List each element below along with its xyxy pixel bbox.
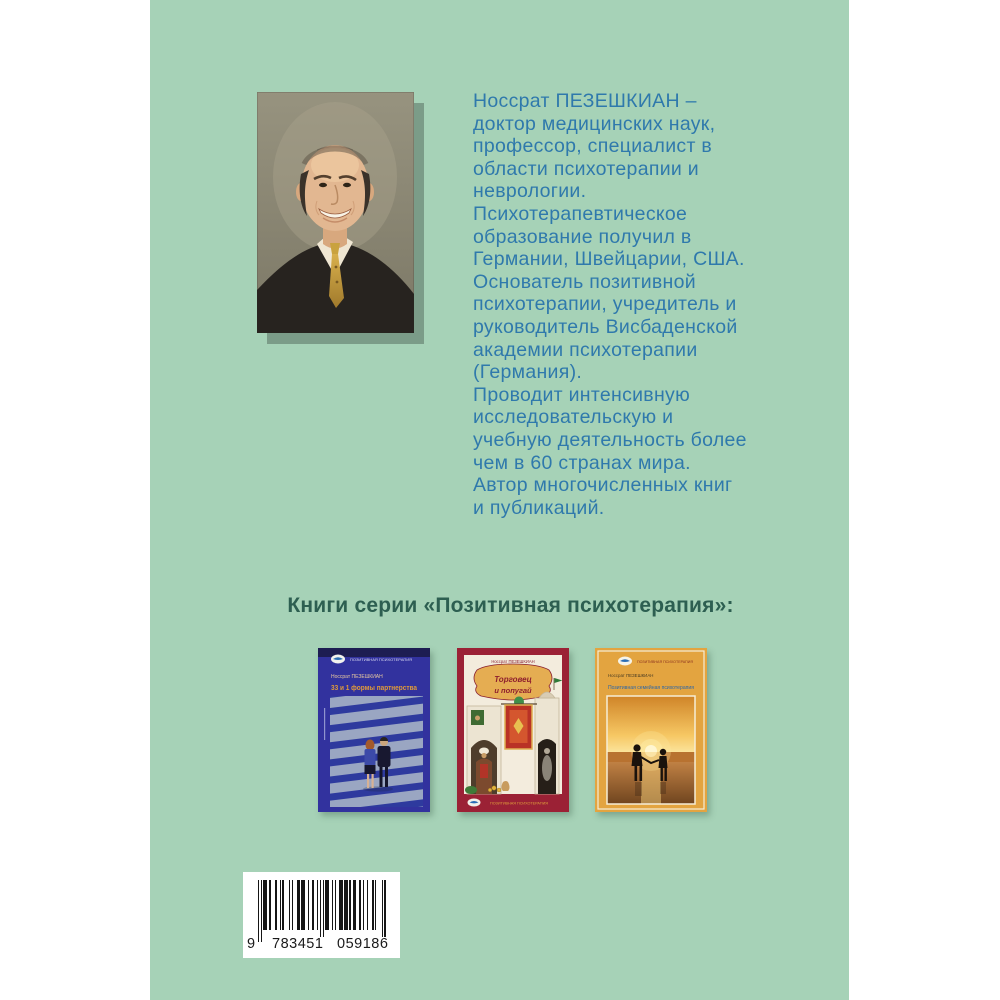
- book-thumbnail-family-psychotherapy: [595, 648, 707, 812]
- bio-line: академии психотерапии: [473, 338, 698, 361]
- bio-line: Германии, Швейцарии, США.: [473, 248, 745, 271]
- barcode-bars: [258, 880, 386, 942]
- bio-line: психотерапии, учредитель и: [473, 293, 737, 316]
- author-bio-text: [473, 90, 773, 519]
- mini-author: Носсрат ПЕЗЕШКИАН: [608, 673, 654, 678]
- mini-title-line1: Торговец: [494, 675, 532, 684]
- book-thumbnail-merchant-parrot: [457, 648, 569, 812]
- bio-line: области психотерапии и: [473, 157, 700, 180]
- bio-line: Автор многочисленных книг: [473, 474, 733, 497]
- mini-author: Носсрат ПЕЗЕШКИАН: [491, 659, 535, 664]
- bio-line: неврологии.: [473, 180, 587, 203]
- mini-series-label: ПОЗИТИВНАЯ ПСИХОТЕРАПИЯ: [490, 800, 549, 806]
- book-thumbnail-33-forms: [318, 648, 430, 812]
- bio-line: (Германия).: [473, 361, 583, 384]
- barcode-digit-group: 059186: [337, 936, 389, 952]
- mini-cover-photo-sunset: [607, 696, 695, 804]
- bio-line: образование получил в: [473, 225, 692, 248]
- bio-line: руководитель Висбаденской: [473, 315, 738, 338]
- bio-line: Проводит интенсивную: [473, 383, 691, 406]
- bio-line: чем в 60 странах мира.: [473, 451, 691, 474]
- eye: [343, 183, 351, 187]
- book-back-cover: [150, 0, 849, 1000]
- mini-title-line2: и попугай: [494, 686, 532, 695]
- mini-series-label: ПОЗИТИВНАЯ ПСИХОТЕРАПИЯ: [637, 660, 694, 664]
- bio-line: профессор, специалист в: [473, 135, 713, 158]
- barcode: [243, 872, 400, 958]
- series-heading: Книги серии «Позитивная психотерапия»:: [287, 594, 734, 617]
- bio-line: учебную деятельность более: [473, 428, 747, 451]
- author-portrait-photo: [257, 92, 414, 333]
- bio-line: Основатель позитивной: [473, 270, 696, 293]
- bio-line: Психотерапевтическое: [473, 202, 688, 225]
- eye: [319, 183, 327, 187]
- bio-line: доктор медицинских наук,: [473, 112, 716, 135]
- mini-title: 33 и 1 формы партнерства: [331, 683, 418, 692]
- mini-title: Позитивная семейная психотерапия: [608, 685, 703, 691]
- barcode-digit-group: 783451: [272, 936, 324, 952]
- mini-author: Носсрат ПЕЗЕШКИАН: [331, 674, 383, 680]
- bio-line: и публикаций.: [473, 496, 605, 519]
- barcode-digit-group: 9: [247, 936, 256, 952]
- bio-line: Носсрат ПЕЗЕШКИАН –: [473, 90, 697, 112]
- bio-line: исследовательскую и: [473, 406, 674, 429]
- mini-series-label: ПОЗИТИВНАЯ ПСИХОТЕРАПИЯ: [350, 658, 413, 662]
- book-thumbnails-row: [150, 648, 849, 814]
- mini-cover-photo-stairs: [330, 696, 423, 807]
